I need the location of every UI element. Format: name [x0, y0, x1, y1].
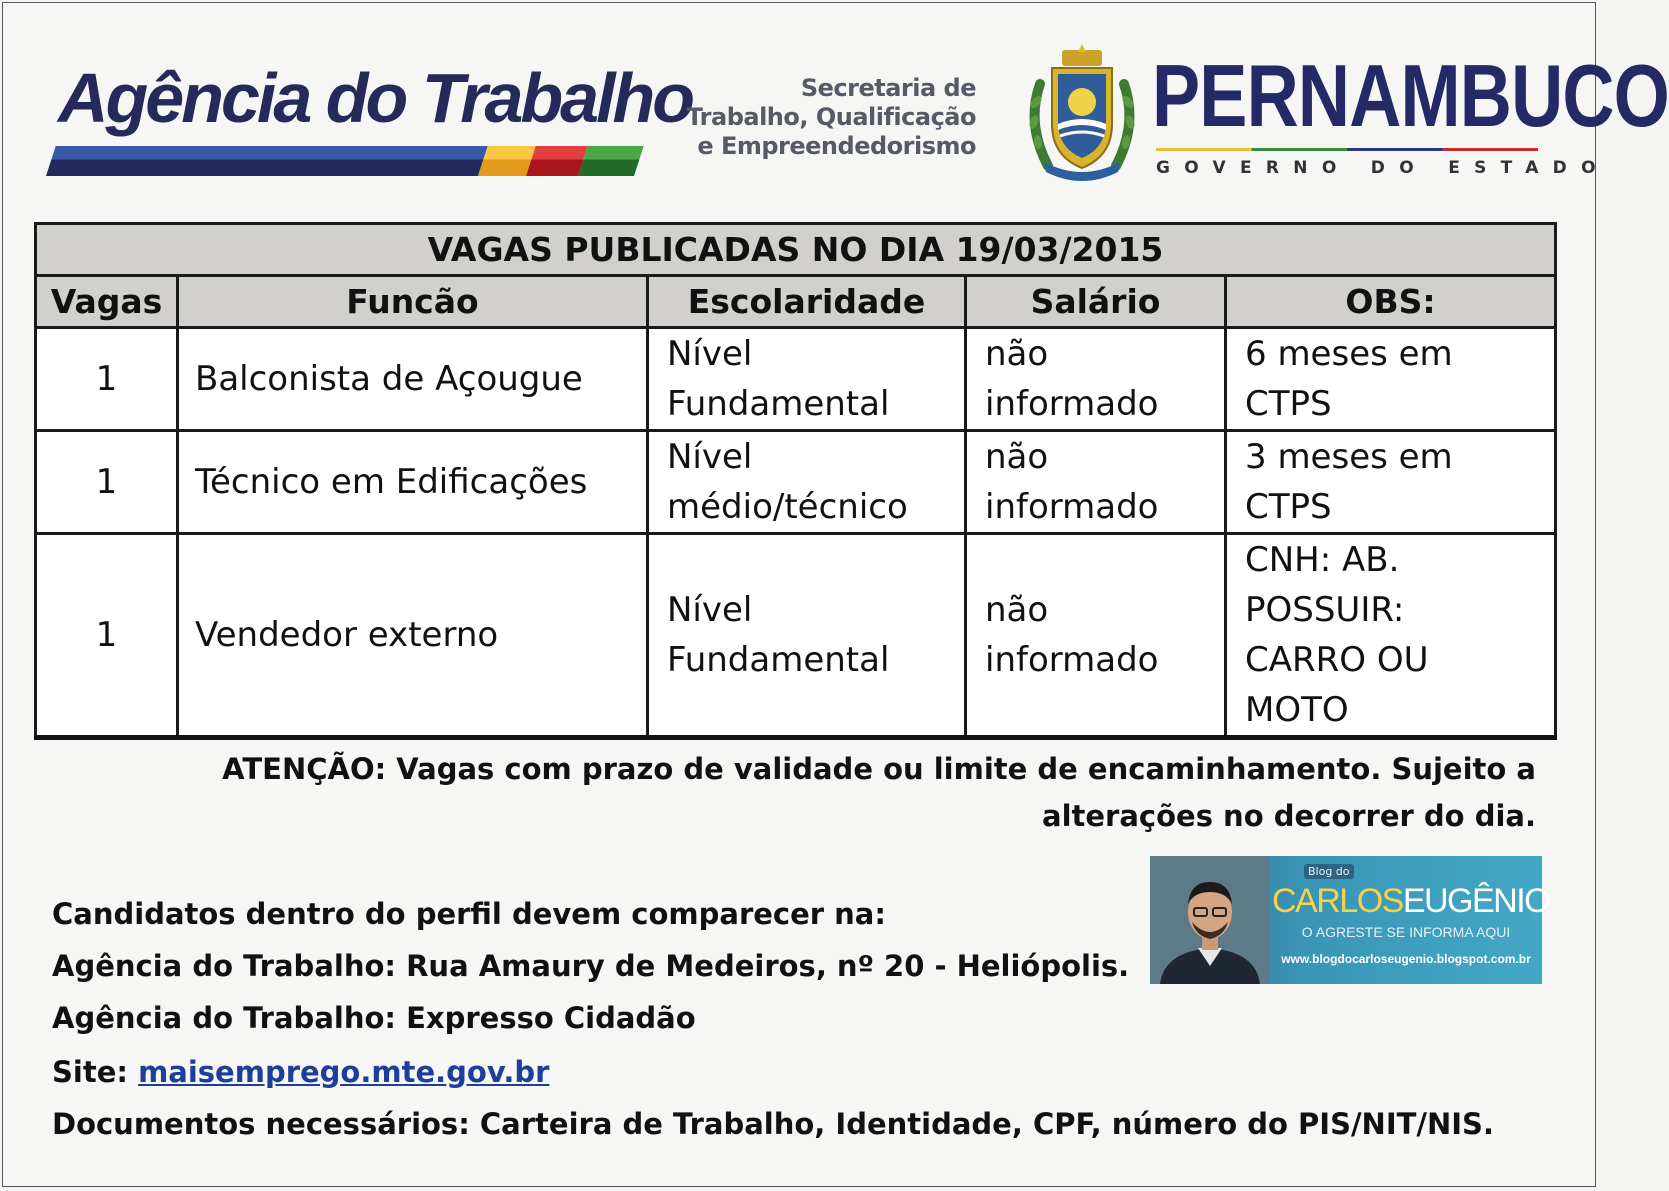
cell-line: informado: [985, 487, 1159, 527]
cell-salario: [966, 431, 1226, 534]
cell-line: CNH: AB.: [1245, 540, 1400, 580]
secretaria-line: Trabalho, Qualificação: [686, 103, 976, 131]
vagas-table: [34, 222, 1557, 740]
pernambuco-coat-of-arms-icon: [1022, 44, 1142, 182]
info-line-documentos: Documentos necessários: Carteira de Trabalho, Identidade, CPF, número do PIS/NIT/NIS.: [52, 1107, 1494, 1141]
attention-note: [200, 746, 1536, 840]
cell-line: não: [985, 334, 1049, 374]
table-header-row: [36, 276, 1556, 328]
state-color-rule: [1156, 148, 1538, 151]
secretaria-line: Secretaria de: [800, 74, 976, 102]
state-subtitle: GOVERNO DO ESTADO: [1156, 158, 1610, 178]
cell-salario: [966, 534, 1226, 738]
cell-vagas: 1: [36, 431, 178, 534]
blog-name-part2: EUGÊNIO: [1402, 882, 1550, 920]
agencia-do-trabalho-logo: [46, 58, 693, 188]
cell-salario: [966, 328, 1226, 431]
cell-obs: [1226, 534, 1556, 738]
blog-small-label: Blog do: [1304, 864, 1354, 879]
table-row: [36, 534, 1556, 738]
site-link[interactable]: maisemprego.mte.gov.br: [138, 1055, 550, 1089]
cell-funcao: Técnico em Edificações: [178, 431, 648, 534]
cell-line: Nível: [667, 334, 753, 374]
cell-line: informado: [985, 384, 1159, 424]
cell-escolaridade: [648, 534, 966, 738]
info-line-endereco: Agência do Trabalho: Rua Amaury de Medeiros, nº 20 - Heliópolis.: [52, 949, 1130, 983]
attention-line: alterações no decorrer do dia.: [1042, 799, 1536, 833]
table-row: [36, 431, 1556, 534]
column-header-obs: OBS:: [1226, 276, 1556, 328]
cell-line: Nível: [667, 590, 753, 630]
cell-line: POSSUIR:: [1245, 590, 1405, 630]
blog-url: www.blogdocarloseugenio.blogspot.com.br: [1281, 952, 1531, 966]
cell-line: informado: [985, 640, 1159, 680]
cell-line: Nível: [667, 437, 753, 477]
blog-name: [1272, 882, 1550, 921]
table-row: [36, 328, 1556, 431]
column-header-vagas: Vagas: [36, 276, 178, 328]
cell-funcao: Balconista de Açougue: [178, 328, 648, 431]
column-header-escolaridade: Escolaridade: [648, 276, 966, 328]
cell-escolaridade: [648, 431, 966, 534]
column-header-salario: Salário: [966, 276, 1226, 328]
site-label: Site:: [52, 1055, 139, 1089]
cell-escolaridade: [648, 328, 966, 431]
blog-tagline: O AGRESTE SE INFORMA AQUI: [1301, 924, 1511, 940]
column-header-funcao: Funcão: [178, 276, 648, 328]
cell-obs: [1226, 431, 1556, 534]
table-title: VAGAS PUBLICADAS NO DIA 19/03/2015: [36, 224, 1556, 276]
cell-line: Fundamental: [667, 384, 890, 424]
secretaria-line: e Empreendedorismo: [697, 132, 976, 160]
blog-author-photo-icon: [1150, 856, 1270, 984]
table-title-row: [36, 224, 1556, 276]
agencia-logo-text: Agência do Trabalho: [58, 59, 693, 137]
cell-line: 3 meses em: [1245, 437, 1453, 477]
info-line-expresso: Agência do Trabalho: Expresso Cidadão: [52, 1001, 696, 1035]
cell-vagas: 1: [36, 534, 178, 738]
cell-line: não: [985, 590, 1049, 630]
cell-line: CTPS: [1245, 384, 1332, 424]
cell-vagas: 1: [36, 328, 178, 431]
agencia-logo-stripe: [46, 146, 644, 176]
state-name: PERNAMBUCO: [1152, 46, 1669, 145]
cell-line: não: [985, 437, 1049, 477]
secretaria-title: [680, 74, 976, 161]
cell-line: 6 meses em: [1245, 334, 1453, 374]
info-line-site: [52, 1055, 549, 1089]
cell-line: médio/técnico: [667, 487, 908, 527]
blog-banner: [1150, 856, 1550, 984]
cell-line: CARRO OU: [1245, 640, 1429, 680]
info-line-candidatos: Candidatos dentro do perfil devem comparecer na:: [52, 897, 886, 931]
cell-obs: [1226, 328, 1556, 431]
cell-line: MOTO: [1245, 690, 1349, 730]
blog-name-part1: CARLOS: [1272, 882, 1403, 920]
cell-funcao: Vendedor externo: [178, 534, 648, 738]
cell-line: Fundamental: [667, 640, 890, 680]
cell-line: CTPS: [1245, 487, 1332, 527]
attention-line: ATENÇÃO: Vagas com prazo de validade ou limite de encaminhamento. Sujeito a: [222, 752, 1536, 786]
